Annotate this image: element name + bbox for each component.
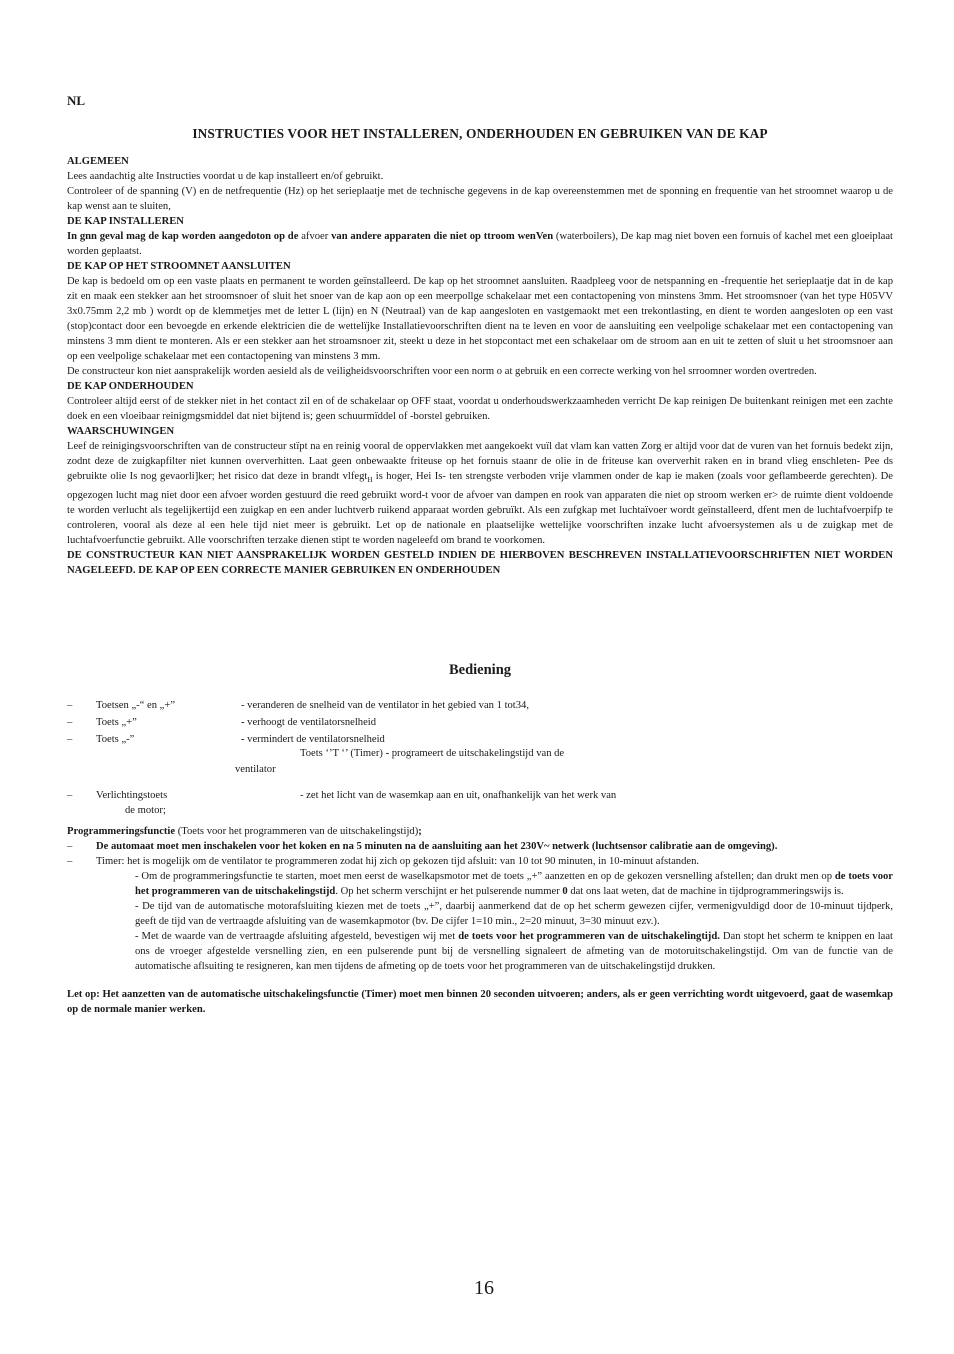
section-heading-waarschuwingen: WAARSCHUWINGEN: [67, 426, 175, 437]
text: - Om de programmeringsfunctie te starten, moet men eerst de waselkapsmotor met de toets „+” aanzetten en op de gekozen versnelling afstellen; dan drukt men op: [135, 871, 835, 882]
bold-text: In gnn geval mag de kap worden aangedoton op de: [67, 231, 299, 242]
text: (waterboilers), De kap mag niet boven een fornuis of kachel met een gloeiplaat worden geplaatst.: [67, 231, 893, 257]
timer-key-text: [300, 746, 564, 762]
bold-text: ;: [418, 826, 422, 837]
language-code: NL: [67, 93, 86, 108]
bold-dash: -: [241, 734, 245, 745]
list-item: [67, 715, 893, 732]
control-key-label: Verlichtingstoets: [96, 790, 168, 801]
text: is hoger, Hei Is- ten strengste verboden vrije vlammen onder de kap ie maken (zoals voor geflambeerde gerechten). De opgezogen lucht mag niet door een afvoer worden gestuurd die reed gebruikt word-t voor de afvoer van dampen en rook van apparaten die niet op stroom werken er> de ruimte dient voldoende te worden verlucht als tegelijkertijd een zuigkap en een ander luchtverb ruikend apparaat worden gebruïkt. Als een zufgkap met luchtaïvoer wordt geïnstalleerd, dfent men de luchtafvoerpifp te controleren, vooral als deze al een hele tijd niet meer is gebruikt. Let op de nationale en plaatselijke wettelijke voorschriften inzake lucht afvoersystemen als u de zuigkap met de luchtafvoerfunctie gebruikt. Alle voorschriften terzake dienen stipt te worden nageleefd om brand te voorkomen.: [67, 471, 894, 547]
paragraph: De kap is bedoeld om op een vaste plaats en permanent te worden geïnstalleerd. De kap op het stroomnet aansluiten. Raadpleeg voor de netspanning en -frequentie het serieplaatje dat in de kap zit en maak een stekker aan het stroomsnoer of sluit het snoer van de kap aon op een meerpollge schakelaar met een contactopening von minstens 3mm. Het stroomsnoer (van het type H05VV 3x0.75mm 2,2 mb ) wordt op de klemmetjes met de letter L (lijn) en N (Neutraal) van de kap aangesloten en vastgemaokt met een trekontlasting, en dient te worden aangesloten op een vast (stop)contact door een bevoegde en erkende elektricien die de wettelïjke Installatievoorschriften dient na te leven en voor de aansluiting een veelpolige schakelaar met een contactopening van minstens 3 mm dient te monteren. Als er een stekker aan het stroamsnoer zit, steekt u deze in het stopcontact met een schakelaar om de stroom aan en uit te zetten of sluit u het stroomsnoer aan op een veelpolige schakelaar met een contactopening van minstens 3 mm.: [67, 276, 893, 362]
text: Toets ‘’T ‘’ (Timer): [300, 748, 383, 759]
bold-text: de toets voor het programmeren van de uitschakelingstijd: [135, 871, 893, 897]
bold-text: De automaat moet men inschakelen voor het koken en na 5 minuten na de aansluiting aan het 230V~ netwerk (luchtsensor calibratie aan de omgeving).: [96, 841, 778, 852]
programming-heading: [67, 824, 893, 839]
dash: –: [67, 734, 73, 745]
text: Leef de reinigingsvoorschriften van de constructeur stïpt na en reinig vooral de oppervlakken met aangekoekt vuïl dat vlam kan vatten Zorg er altijd voor dat de vuren van het fornuis bedekt zijn, zodnt deze de zuigkapfilter niet kunnen oververhitten. Laat geen onbewaakte friteuse op het fornuis staanr de olie in de friteuse kan oververhit raken en in brand vlieg enschleten- Pee ds gebruikte olie Is nog gevaorli]ker; het risico dat deze in brandt vlfegt: [67, 441, 893, 482]
text: programeert de uitschakelingstijd van de: [391, 748, 565, 759]
dash: –: [67, 790, 73, 801]
paragraph: Controleer of de spanning (V) en de netfrequentie (Hz) op het serieplaatje met de technische gegevens in de kap overeenstemmen met de sponning en frequentie van het stroomnet waarop u de kap wenst aan te sluiten,: [67, 186, 893, 212]
bold-dash: -: [241, 717, 245, 728]
list-item: [67, 698, 893, 715]
dash: –: [67, 841, 73, 852]
controls-list: [67, 698, 893, 820]
text: verhoogt de ventilatorsnelheid: [244, 717, 377, 728]
section-heading-aansluiten: DE KAP OP HET STROOMNET AANSLUITEN: [67, 261, 291, 272]
paragraph: Controleer altijd eerst of de stekker niet in het contact zil en of de schakelaar op OFF staat, voordat u onderhoudswerkzaamheden verricht De kap reinigen De buitenkant reinigen met een zachte doek en een vloeibaar reinigmgsmiddel dat niet bijtend is; geen schuurmïddel of -borstel gebruiken.: [67, 396, 893, 422]
text: afvoer: [298, 231, 332, 242]
control-description: - veranderen de snelheid van de ventilator in het gebied van 1 tot34,: [241, 700, 529, 711]
control-key-label: Toets „+”: [96, 717, 137, 728]
timer-note: Let op: Het aanzetten van de automatische uitschakelingsfunctie (Timer) moet men binnen 20 seconden uitvoeren; anders, als er geen verrichting wordt uitgevoerd, gaat de wasemkap op de normale manier werken.: [67, 989, 893, 1015]
section-heading-onderhouden: DE KAP ONDERHOUDEN: [67, 381, 194, 392]
text: . Op het scherm verschijnt er het pulserende nummer: [335, 886, 563, 897]
light-key-line-2: [67, 805, 893, 820]
control-key-label: Toetsen „-“ en „+”: [96, 700, 176, 711]
paragraph: [67, 869, 893, 899]
section-heading-algemeen: ALGEMEEN: [67, 156, 129, 167]
control-key-label: Toets „-”: [96, 734, 135, 745]
control-description: - zet het licht van de wasemkap aan en uit, onafhankelijk van het werk van: [300, 790, 617, 801]
page-title: INSTRUCTIES VOOR HET INSTALLEREN, ONDERHOUDEN EN GEBRUIKEN VAN DE KAP: [192, 126, 768, 141]
text: ventilator: [235, 764, 276, 775]
control-description: [241, 715, 376, 731]
section-heading-installeren: DE KAP INSTALLEREN: [67, 216, 184, 227]
paragraph: [67, 929, 893, 974]
paragraph: [67, 229, 893, 259]
bold-text: Programmeringsfunctie: [67, 826, 176, 837]
text: dat ons laat weten, dat de machine in tijdprogrammeringswijs is.: [567, 886, 844, 897]
text: - Met de waarde van de vertraagde afsluiting afgesteld, bevestigen wij met: [135, 931, 459, 942]
timer-key-line-2: [67, 764, 893, 788]
programming-section: [67, 824, 893, 1017]
dash: –: [67, 717, 73, 728]
paragraph: Lees aandachtig alte Instructies voordat u de kap installeert en/of gebruikt.: [67, 171, 384, 182]
list-item: [67, 788, 893, 805]
text: de motor;: [125, 805, 166, 816]
bold-text: van andere apparaten die niet op ttroom wenVen: [331, 231, 554, 242]
list-item: [67, 854, 893, 869]
list-item: [67, 839, 893, 854]
paragraph: [67, 439, 893, 548]
text: Timer: het is mogelijk om de ventilator te programmeren zodat hij zich op gekozen tijd afsluit: van 10 tot 90 minuten, in 10-minuut afstanden.: [96, 856, 700, 867]
page-number: 16: [474, 1277, 494, 1299]
bold-dash: -: [382, 748, 392, 759]
text: Dan stopt het scherm te knippen en laat ons de vroeger afgestelde versnelling zien, en een pulserende punt bij de versnelling signaleert de afmeting van de motoruitschakelingstijd. Om van de functie van de automatische aflsuiting te resigneren, kan men tijdens de afmeting op de toets voor het programmeren van de uitschakelingstijd drukken.: [135, 931, 894, 972]
dash: –: [67, 856, 73, 867]
section-title-bediening: Bediening: [448, 662, 512, 678]
paragraph: De constructeur kon niet aansprakelijk worden aesield als de veiligheidsvoorschriften voor een norm o at gebruik en een correcte werking von hel srroomner worden overtreden.: [67, 366, 817, 377]
text: (Toets voor het programmeren van de uitschakelingstijd): [175, 826, 419, 837]
bold-text: de toets voor het programmeren van de uitschakelingtijd.: [458, 931, 720, 942]
paragraph: - De tijd van de automatische motorafsluiting kiezen met de toets „+”, daarbij aanmerkend dat de op het scherm gewezen cijfer, vermenigvuldigd door de 10-minuut tijdperk, geeft de tijd van de vertraagde afsluiting van de wasemkapmotor (bv. De cijfer 1=10 min., 2=20 minuut, 3=30 minuut ezv.).: [135, 901, 893, 927]
subscript: H: [367, 476, 373, 485]
liability-warning: DE CONSTRUCTEUR KAN NIET AANSPRAKELIJK WORDEN GESTELD INDIEN DE HIERBOVEN BESCHREVEN INSTALLATIEVOORSCHRIFTEN NIET WORDEN NAGELEEFD. DE KAP OP EEN CORRECTE MANIER GEBRUIKEN EN ONDERHOUDEN: [67, 550, 893, 577]
installation-instructions: [67, 154, 893, 578]
text: vermindert de ventilatorsnelheid: [244, 734, 385, 745]
timer-key-line: [67, 749, 893, 764]
dash: –: [67, 700, 73, 711]
bold-text: 0: [562, 886, 568, 897]
